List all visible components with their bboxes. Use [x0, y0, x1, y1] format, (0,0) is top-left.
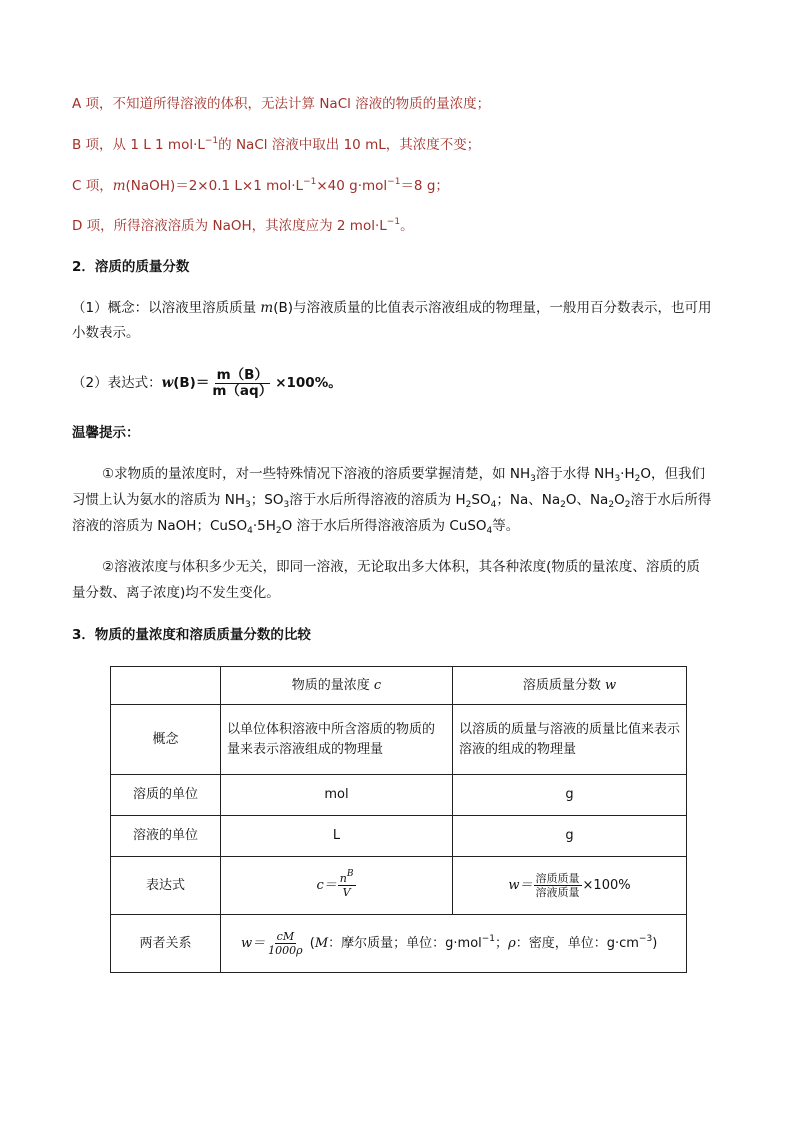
- concept-part2: (B)与溶液质量的比值表示溶液组成的物理量，一般用百分数表示，也可用: [273, 300, 712, 316]
- rel-sup2: −3: [638, 934, 653, 944]
- tip1-sub: 3: [283, 500, 290, 510]
- cell-relation: [221, 915, 687, 973]
- rel-lhs: w＝: [241, 936, 266, 951]
- tip1-l3-b: ·5H: [252, 518, 276, 534]
- answer-b-part1: B 项，从 1 L 1 mol·L: [72, 137, 205, 153]
- answer-a-text: A 项，不知道所得溶液的体积，无法计算 NaCl 溶液的物质的量浓度；: [72, 96, 491, 112]
- tip1-l1-d: O，但我们: [640, 466, 705, 482]
- tip1-sub: 3: [614, 474, 621, 484]
- rel-M: M: [314, 936, 329, 951]
- answer-c-lead: C 项，: [72, 178, 113, 194]
- rel-tail-e: ): [652, 936, 658, 951]
- section2-heading: 2．溶质的质量分数: [72, 259, 190, 275]
- cell-expression-molarity: [221, 857, 453, 915]
- answer-b-sup: −1: [204, 136, 219, 146]
- tip2-line1: ②溶液浓度与体积多少无关，即同一溶液，无论取出多大体积，其各种浓度(物质的量浓度、溶质的质: [102, 559, 700, 575]
- table-row: [111, 915, 687, 973]
- tip1-l3-d: 等。: [492, 518, 520, 534]
- expr-w-numerator: 溶质质量: [535, 872, 580, 885]
- row-label-relation: 两者关系: [111, 915, 221, 973]
- expr-c-fraction: [338, 869, 356, 899]
- answer-d-part2: 。: [400, 218, 414, 234]
- cell-solution-unit-mass-fraction: g: [453, 816, 687, 857]
- tip2-line2: 量分数、离子浓度)均不发生变化。: [72, 585, 280, 601]
- tip1-sub: 2: [275, 526, 282, 536]
- tip1-sub: 2: [608, 500, 615, 510]
- answer-c-m: m: [112, 178, 126, 194]
- tips-heading: 温馨提示：: [72, 425, 140, 441]
- table-row: [111, 705, 687, 775]
- tip1-sub: 2: [465, 500, 472, 510]
- expr-tail: ×100%。: [275, 375, 342, 391]
- tip1-l2-f: O、Na: [565, 492, 609, 508]
- expr-numerator: m（B）: [216, 366, 268, 383]
- col-header-molarity: [221, 667, 453, 705]
- col-header-mass-fraction: [453, 667, 687, 705]
- rel-rho: ρ: [508, 936, 516, 951]
- rel-denominator: 1000ρ: [268, 944, 303, 957]
- expr-wb: (B)＝: [173, 375, 210, 391]
- table-row: [111, 775, 687, 816]
- tip1-sub: 2: [634, 474, 641, 484]
- answer-b: [72, 135, 480, 155]
- row-label-solute-unit: 溶质的单位: [111, 775, 221, 816]
- expr-c-lhs: c＝: [316, 878, 337, 893]
- rel-numerator: cM: [276, 930, 295, 943]
- tip1-sub: 4: [247, 526, 253, 536]
- col2-head-text: 溶质质量分数: [522, 677, 605, 693]
- answer-c-part1: (NaOH)＝2×0.1 L×1 mol·L: [125, 178, 304, 194]
- comparison-table: [110, 666, 687, 973]
- cell-solute-unit-molarity: mol: [221, 775, 453, 816]
- expr-w-fraction: [534, 872, 582, 899]
- rel-tail-c: ；: [495, 936, 509, 951]
- section2-concept-line2: 小数表示。: [72, 325, 140, 341]
- rel-tail-b: ：摩尔质量；单位：g·mol: [328, 936, 482, 951]
- expr-denominator: m（aq）: [212, 382, 273, 399]
- tip1-line3: [72, 516, 519, 536]
- tip1-sub: 2: [560, 500, 566, 510]
- cell-concept-molarity: 以单位体积溶液中所含溶质的物质的量来表示溶液组成的物理量: [221, 705, 453, 775]
- tip1-sub: 3: [530, 474, 536, 484]
- tip1-l1-b: 溶于水得 NH: [535, 466, 615, 482]
- cell-expression-mass-fraction: [453, 857, 687, 915]
- tip1-l2-c: 溶于水后所得溶液的溶质为 H: [289, 492, 466, 508]
- section2-concept-line1: [72, 298, 712, 318]
- answer-c-part2: ×40 g·mol: [316, 178, 388, 194]
- cell-concept-mass-fraction: 以溶质的质量与溶液的质量比值来表示溶液的组成的物理量: [453, 705, 687, 775]
- section3-heading: 3．物质的量浓度和溶质质量分数的比较: [72, 627, 311, 643]
- col2-symbol: w: [605, 677, 617, 693]
- tip1-line1: [102, 464, 705, 484]
- answer-a: [72, 94, 490, 114]
- answer-c: [72, 176, 449, 196]
- tip1-l2-a: 习惯上认为氨水的溶质为 NH: [72, 492, 246, 508]
- answer-c-sup2: −1: [387, 177, 401, 187]
- table-corner-cell: [111, 667, 221, 705]
- expr-c-num-sup: B: [346, 869, 354, 879]
- answer-b-part2: 的 NaCl 溶液中取出 10 mL，其浓度不变；: [218, 137, 481, 153]
- answer-c-sup1: −1: [303, 177, 317, 187]
- tip1-l1-a: ①求物质的量浓度时，对一些特殊情况下溶液的溶质要掌握清楚，如 NH: [102, 466, 531, 482]
- tip1-l2-e: ；Na、Na: [496, 492, 561, 508]
- tip1-l2-h: 溶于水后所得: [630, 492, 712, 508]
- concept-m: m: [260, 300, 274, 316]
- tip1-l2-g: O: [614, 492, 625, 508]
- tip1-l3-c: O 溶于水后所得溶液溶质为 CuSO: [281, 518, 487, 534]
- tip1-sub: 2: [624, 500, 631, 510]
- tip1-sub: 4: [486, 526, 493, 536]
- col1-head-text: 物质的量浓度: [291, 677, 374, 693]
- table-row: [111, 816, 687, 857]
- tip1-l1-c: ·H: [620, 466, 635, 482]
- tip1-sub: 4: [490, 500, 497, 510]
- row-label-concept: 概念: [111, 705, 221, 775]
- rel-tail-d: ：密度，单位：g·cm: [515, 936, 639, 951]
- answer-d-sup: −1: [386, 217, 401, 227]
- answer-c-part3: ＝8 g；: [400, 178, 449, 194]
- tip1-l2-d: SO: [471, 492, 491, 508]
- row-label-solution-unit: 溶液的单位: [111, 816, 221, 857]
- rel-sup: −1: [481, 934, 496, 944]
- expr-c-num-text: n: [339, 872, 347, 885]
- answer-d: [72, 216, 414, 236]
- expr-c-denominator: V: [342, 886, 351, 899]
- section2-expression: [72, 366, 342, 400]
- cell-solution-unit-molarity: L: [221, 816, 453, 857]
- expr-w-tail: ×100%: [582, 878, 631, 893]
- table-header-row: [111, 667, 687, 705]
- expr-w-denominator: 溶液质量: [535, 886, 580, 899]
- expr-lead: （2）表达式：: [72, 375, 162, 391]
- tip1-line2: [72, 490, 711, 510]
- tip1-sub: 3: [245, 500, 251, 510]
- expr-fraction: [210, 368, 274, 399]
- expr-w: w: [161, 375, 174, 391]
- tip1-l2-b: ；SO: [250, 492, 284, 508]
- rel-fraction: [266, 930, 304, 957]
- cell-solute-unit-mass-fraction: g: [453, 775, 687, 816]
- concept-part1: （1）概念：以溶液里溶质质量: [72, 300, 261, 316]
- tip1-l3-a: 溶液的溶质为 NaOH；CuSO: [72, 518, 248, 534]
- answer-d-part1: D 项，所得溶液溶质为 NaOH，其浓度应为 2 mol·L: [72, 218, 387, 234]
- table-row: [111, 857, 687, 915]
- expr-w-lhs: w＝: [508, 878, 533, 893]
- expr-c-numerator: [338, 869, 356, 886]
- col1-symbol: c: [373, 677, 382, 693]
- row-label-expression: 表达式: [111, 857, 221, 915]
- rel-tail-a: (: [305, 936, 315, 951]
